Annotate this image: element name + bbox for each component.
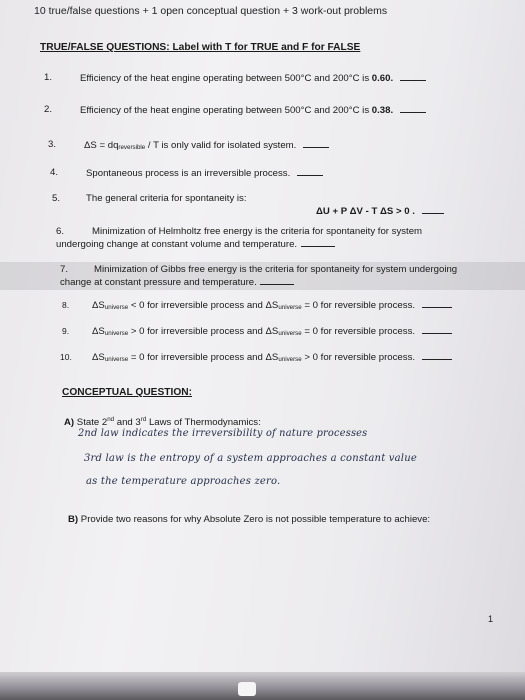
q2-number: 2. (44, 104, 53, 115)
q1-text: Efficiency of the heat engine operating between 500°C and 200°C is (80, 73, 370, 84)
q5-text: The general criteria for spontaneity is: (86, 193, 247, 204)
q1-value: 0.60. (371, 73, 394, 84)
q7-number: 7. (60, 264, 69, 275)
question-2 (80, 104, 426, 117)
part-a-sup2: rd (140, 416, 147, 423)
part-a-prompt (64, 414, 261, 429)
q9-b-sub: universe (278, 330, 302, 337)
q10-number: 10. (60, 352, 72, 362)
section-title: TRUE/FALSE QUESTIONS: Label with T for TRUE and F for FALSE (40, 42, 361, 53)
q2-answer-blank[interactable] (400, 104, 426, 113)
q8-number: 8. (62, 300, 70, 310)
handwritten-line-1: 2nd law indicates the irreversibility of nature processes (78, 428, 368, 439)
q5-answer-blank[interactable] (422, 205, 444, 214)
question-8 (92, 299, 452, 314)
q1-answer-blank[interactable] (400, 72, 426, 81)
q10-b-sub: universe (278, 356, 302, 363)
q1-number: 1. (44, 72, 53, 83)
q6-line2: undergoing change at constant volume and temperature. (56, 239, 298, 250)
q10-a-sub: universe (104, 356, 129, 363)
part-a-pre: State 2 (76, 417, 108, 428)
question-3 (84, 139, 329, 154)
q6-line1: Minimization of Helmholtz free energy is the criteria for spontaneity for system (92, 226, 423, 237)
q9-c: = 0 for reversible process. (301, 326, 416, 337)
question-9 (92, 325, 452, 340)
question-5-formula (316, 205, 444, 218)
q8-b-sub: universe (278, 304, 302, 311)
q9-number: 9. (62, 326, 70, 336)
q4-answer-blank[interactable] (297, 167, 323, 176)
q2-text: Efficiency of the heat engine operating between 500°C and 200°C is (80, 105, 370, 116)
q6-answer-blank[interactable] (301, 238, 335, 247)
q10-b: = 0 for irreversible process and ΔS (128, 352, 279, 363)
q8-b: < 0 for irreversible process and ΔS (128, 300, 279, 311)
background-object (238, 682, 256, 696)
q3-number: 3. (48, 139, 57, 150)
part-a-post: Laws of Thermodynamics: (146, 417, 261, 428)
question-4 (86, 167, 323, 180)
page-header: 10 true/false questions + 1 open conceptual question + 3 work-out problems (34, 5, 388, 17)
q10-answer-blank[interactable] (422, 351, 452, 360)
question-10 (92, 351, 452, 366)
q9-a-sub: universe (104, 330, 129, 337)
q3-pre: ΔS = dq (84, 140, 119, 151)
q2-value: 0.38. (371, 105, 394, 116)
q8-a: ΔS (92, 300, 105, 311)
q3-sub: reversible (118, 144, 146, 151)
part-a-label: A) (64, 417, 75, 428)
q8-answer-blank[interactable] (422, 299, 452, 308)
q8-a-sub: universe (104, 304, 129, 311)
part-b-text: Provide two reasons for why Absolute Zero is not possible temperature to achieve: (80, 514, 431, 525)
q9-answer-blank[interactable] (422, 325, 452, 334)
question-1 (80, 72, 426, 85)
handwritten-line-3: as the temperature approaches zero. (86, 476, 281, 487)
q9-a: ΔS (92, 326, 105, 337)
q10-c: > 0 for reversible process. (301, 352, 416, 363)
conceptual-title: CONCEPTUAL QUESTION: (62, 387, 192, 398)
q7-line2: change at constant pressure and temperature. (60, 277, 257, 288)
handwritten-line-2: 3rd law is the entropy of a system approaches a constant value (84, 453, 417, 464)
q3-post: / T is only valid for isolated system. (145, 140, 297, 151)
question-7-line2 (60, 276, 294, 289)
page-number: 1 (488, 614, 494, 624)
q9-b: > 0 for irreversible process and ΔS (128, 326, 279, 337)
q8-c: = 0 for reversible process. (301, 300, 416, 311)
part-b-label: B) (68, 514, 79, 525)
q3-answer-blank[interactable] (303, 139, 329, 148)
q10-a: ΔS (92, 352, 105, 363)
q5-formula: ΔU + P ΔV - T ΔS > 0 . (316, 206, 415, 217)
q5-number: 5. (52, 193, 61, 204)
question-6-line2 (56, 238, 335, 251)
part-a-sup1: nd (107, 416, 115, 423)
photo-bottom-edge (0, 672, 525, 700)
q6-number: 6. (56, 226, 65, 237)
q7-answer-blank[interactable] (260, 276, 294, 285)
q4-number: 4. (50, 167, 59, 178)
q4-text: Spontaneous process is an irreversible process. (86, 168, 291, 179)
part-b-prompt (68, 514, 430, 526)
q7-line1: Minimization of Gibbs free energy is the criteria for spontaneity for system undergoing (94, 264, 458, 275)
part-a-mid: and 3 (114, 417, 141, 428)
